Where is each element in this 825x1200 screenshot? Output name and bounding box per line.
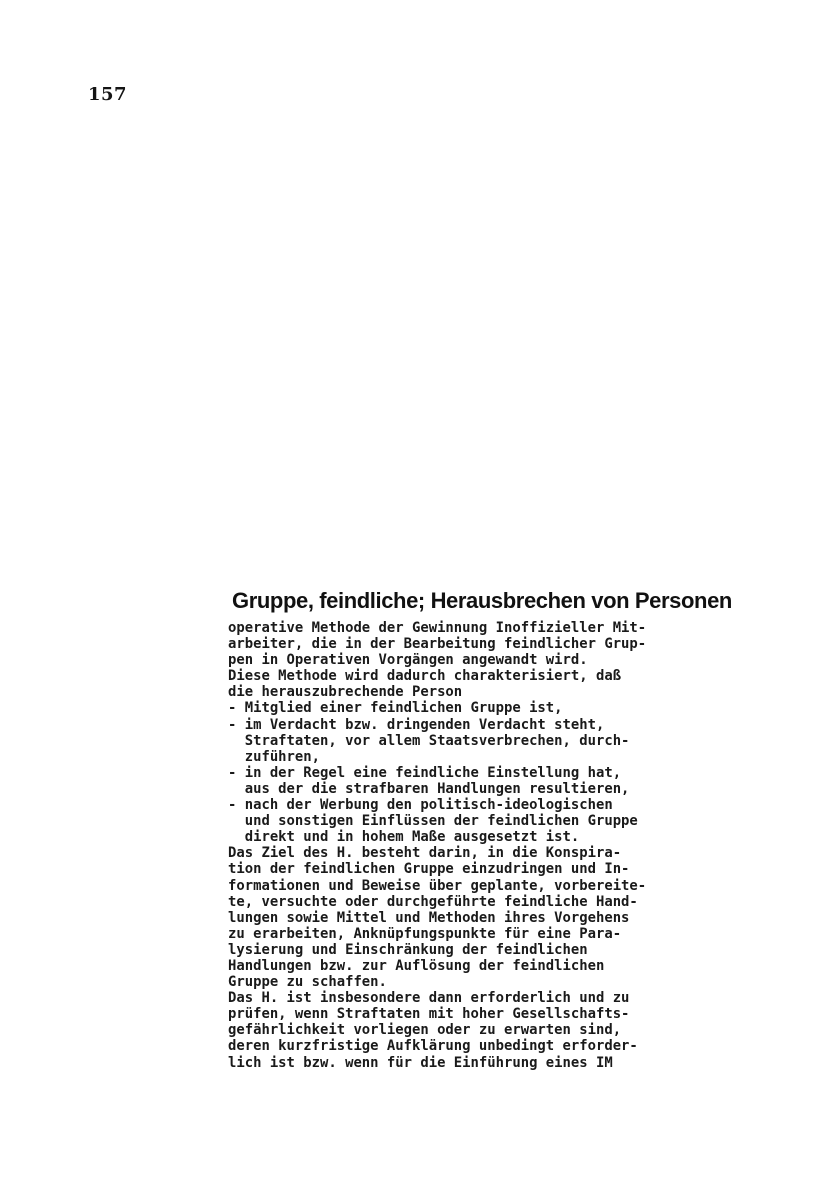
body-line: prüfen, wenn Straftaten mit hoher Gesellschafts- xyxy=(228,1006,630,1023)
body-line: - in der Regel eine feindliche Einstellung hat, xyxy=(228,764,622,781)
body-line: lysierung und Einschränkung der feindlichen xyxy=(228,941,588,958)
body-line: Diese Methode wird dadurch charakterisiert, daß xyxy=(228,668,622,685)
body-line: und sonstigen Einflüssen der feindlichen Gruppe xyxy=(228,813,638,830)
body-line: lungen sowie Mittel und Methoden ihres Vorgehens xyxy=(228,909,630,926)
body-line: Gruppe zu schaffen. xyxy=(228,974,387,991)
body-line: tion der feindlichen Gruppe einzudringen und In- xyxy=(228,861,630,878)
page-number: 157 xyxy=(88,84,128,105)
body-line: die herauszubrechende Person xyxy=(228,684,463,701)
body-line: - nach der Werbung den politisch-ideologischen xyxy=(228,797,613,814)
body-line: Das H. ist insbesondere dann erforderlich und zu xyxy=(228,990,630,1007)
dictionary-entry xyxy=(228,588,732,1071)
entry-body xyxy=(228,620,728,1071)
body-line: pen in Operativen Vorgängen angewandt wird. xyxy=(228,652,588,669)
body-line: zuführen, xyxy=(228,748,320,765)
body-line: direkt und in hohem Maße ausgesetzt ist. xyxy=(228,829,580,846)
body-line: Straftaten, vor allem Staatsverbrechen, durch- xyxy=(228,732,630,749)
body-line: gefährlichkeit vorliegen oder zu erwarten sind, xyxy=(228,1022,622,1039)
body-line: operative Methode der Gewinnung Inoffizieller Mit- xyxy=(228,620,647,636)
body-line: arbeiter, die in der Bearbeitung feindlicher Grup- xyxy=(228,636,647,653)
body-line: - im Verdacht bzw. dringenden Verdacht steht, xyxy=(228,716,605,733)
body-line: formationen und Beweise über geplante, vorbereite- xyxy=(228,877,647,894)
body-line: te, versuchte oder durchgeführte feindliche Hand- xyxy=(228,893,638,910)
body-line: aus der die strafbaren Handlungen resultieren, xyxy=(228,780,630,797)
body-line: Handlungen bzw. zur Auflösung der feindlichen xyxy=(228,957,605,974)
body-line: Das Ziel des H. besteht darin, in die Konspira- xyxy=(228,845,622,862)
body-line: lich ist bzw. wenn für die Einführung eines IM xyxy=(228,1054,613,1071)
body-line: deren kurzfristige Aufklärung unbedingt erforder- xyxy=(228,1038,638,1055)
entry-title: Gruppe, feindliche; Herausbrechen von Personen xyxy=(232,588,732,613)
body-line: zu erarbeiten, Anknüpfungspunkte für eine Para- xyxy=(228,925,622,942)
body-line: - Mitglied einer feindlichen Gruppe ist, xyxy=(228,700,563,717)
